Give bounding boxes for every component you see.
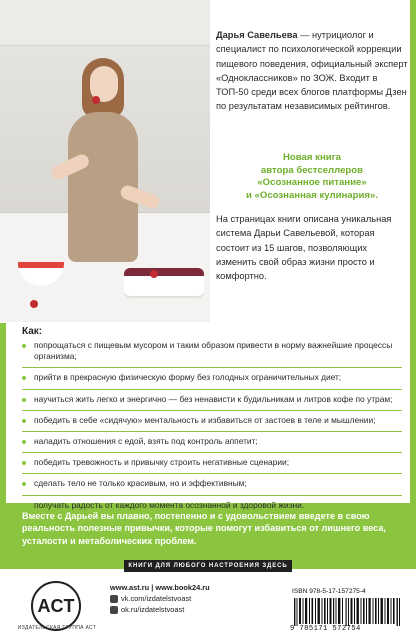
- publisher-links: [110, 582, 210, 615]
- list-item: [22, 478, 402, 495]
- svg-text:ACT: ACT: [37, 596, 75, 616]
- promo-line: «Осознанное питание»: [257, 177, 367, 188]
- list-item: [22, 436, 402, 453]
- list-item: [22, 340, 402, 368]
- vk-link[interactable]: [110, 593, 210, 604]
- promo-block: [216, 152, 408, 202]
- author-bio: [216, 28, 408, 114]
- berry: [150, 270, 158, 278]
- bullet-icon: [22, 504, 26, 508]
- closing-text: Вместе с Дарьей вы плавно, постепенно и с удовольствием введете в свою реальность полезные привычки, которые помогут избавиться от лишнего веса, усталости и метаболических проблем.: [22, 511, 386, 546]
- publisher-caption: ИЗДАТЕЛЬСКАЯ ГРУППА АСТ: [17, 625, 97, 631]
- author-photo: [0, 0, 210, 322]
- ok-icon: [110, 606, 118, 614]
- list-item-text: прийти в прекрасную физическую форму без голодных ограничительных диет;: [34, 372, 342, 383]
- list-item: [22, 394, 402, 411]
- berry: [30, 300, 38, 308]
- how-list: [22, 340, 402, 520]
- kitchen-cabinet: [0, 0, 210, 46]
- bullet-icon: [22, 461, 26, 465]
- berry-plate: [124, 268, 204, 298]
- promo-line: и «Осознанная кулинария».: [245, 189, 378, 201]
- site-link-text: www.ast.ru | www.book24.ru: [110, 583, 210, 592]
- isbn-label: ISBN 978-5-17-157275-4: [292, 588, 366, 595]
- author-name: Дарья Савельева: [216, 30, 298, 40]
- bullet-icon: [22, 398, 26, 402]
- how-title: Как:: [22, 326, 43, 337]
- list-item: [22, 415, 402, 432]
- ok-link[interactable]: [110, 604, 210, 615]
- barcode-digits: 9 785171 572754: [290, 625, 361, 633]
- barcode-icon: [290, 598, 406, 628]
- bullet-icon: [22, 376, 26, 380]
- list-item-text: получать радость от каждого момента осознанной и здоровой жизни.: [34, 499, 305, 510]
- slogan-bar: КНИГИ ДЛЯ ЛЮБОГО НАСТРОЕНИЯ ЗДЕСЬ: [124, 560, 292, 572]
- list-item-text: победить в себе «сидячую» ментальность и избавиться от застоев в теле и мышлении;: [34, 414, 376, 425]
- promo-line: автора бестселлеров: [260, 164, 364, 176]
- vk-link-text: vk.com/izdatelstvoast: [121, 594, 192, 603]
- green-edge: [410, 0, 416, 323]
- promo-line: Новая книга: [283, 152, 341, 163]
- list-item-text: победить тревожность и привычку строить негативные сценарии;: [34, 457, 290, 468]
- vk-icon: [110, 595, 118, 603]
- bullet-icon: [22, 419, 26, 423]
- bullet-icon: [22, 482, 26, 486]
- list-item-text: наладить отношения с едой, взять под контроль аппетит;: [34, 436, 258, 447]
- site-link[interactable]: [110, 582, 210, 593]
- list-item-text: попрощаться с пищевым мусором и таким образом привести в норму важнейшие процессы организма;: [34, 340, 393, 362]
- book-description: На страницах книги описана уникальная система Дарьи Савельевой, которая состоит из 15 шагов, позволяющих изменить свой образ жизни просто и комфортно.: [216, 214, 392, 282]
- ok-link-text: ok.ru/izdatelstvoast: [121, 605, 185, 614]
- list-item: [22, 457, 402, 474]
- bullet-icon: [22, 440, 26, 444]
- list-item: [22, 372, 402, 389]
- bullet-icon: [22, 344, 26, 348]
- list-item-text: сделать тело не только красивым, но и эффективным;: [34, 478, 247, 489]
- list-item-text: научиться жить легко и энергично — без ненависти к будильникам и литров кофе по утрам;: [34, 393, 393, 404]
- author-bio-text: — нутрициолог и специалист по психологической коррекции пищевого поведения, официальный эксперт «Одноклассников» по ЗОЖ. Входит в ТОП-50 среди всех блогов платформы Дзен по результатам независимых рейтингов.: [216, 30, 408, 112]
- berry: [92, 96, 100, 104]
